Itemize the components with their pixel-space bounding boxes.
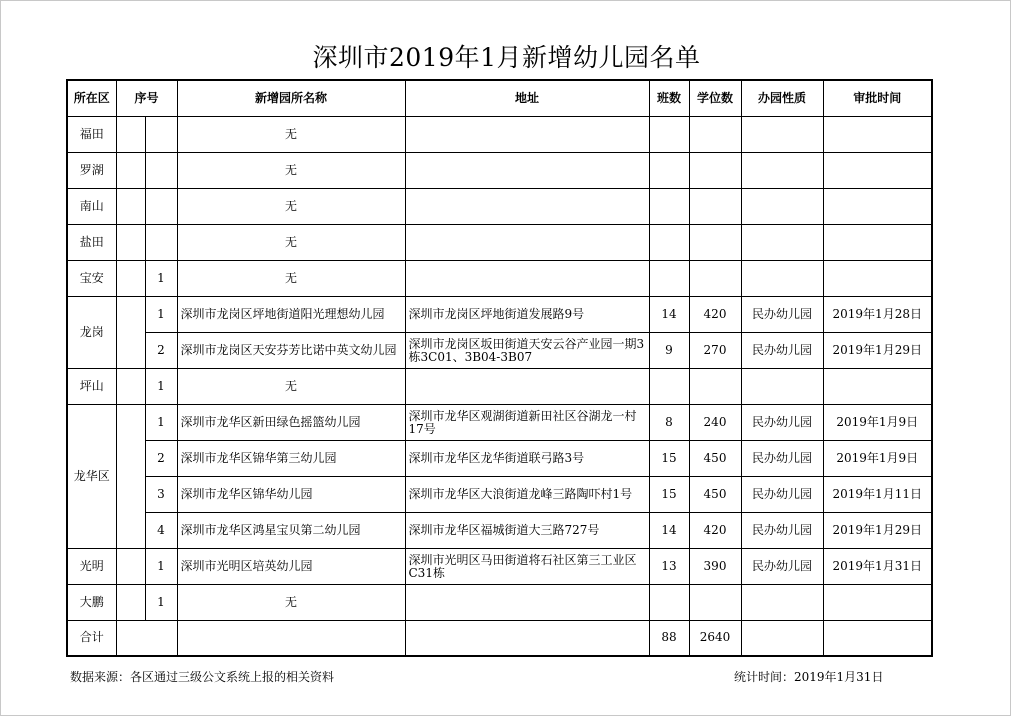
cell-address: 深圳市龙华区观湖街道新田社区谷湖龙一村17号 (405, 405, 649, 441)
cell-seats (689, 117, 741, 153)
cell-approval (823, 585, 932, 621)
cell-name: 深圳市龙华区新田绿色摇篮幼儿园 (177, 405, 405, 441)
cell-district: 大鹏 (67, 585, 116, 621)
cell-seq: 1 (145, 261, 177, 297)
cell-approval (823, 225, 932, 261)
cell-approval (823, 117, 932, 153)
cell-classes: 9 (649, 333, 689, 369)
cell-district: 南山 (67, 189, 116, 225)
cell-name: 深圳市龙华区鸿星宝贝第二幼儿园 (177, 513, 405, 549)
cell-approval (823, 261, 932, 297)
cell-seats (689, 261, 741, 297)
cell-blank (116, 549, 145, 585)
cell-name: 深圳市龙岗区天安芬芳比诺中英文幼儿园 (177, 333, 405, 369)
cell-approval: 2019年1月29日 (823, 513, 932, 549)
cell-approval: 2019年1月29日 (823, 333, 932, 369)
cell-address (405, 225, 649, 261)
cell-name: 无 (177, 225, 405, 261)
header-approval: 审批时间 (823, 80, 932, 117)
cell-name: 深圳市光明区培英幼儿园 (177, 549, 405, 585)
cell-blank (116, 117, 145, 153)
cell-approval (823, 189, 932, 225)
cell-address: 深圳市光明区马田街道将石社区第三工业区C31栋 (405, 549, 649, 585)
header-seats: 学位数 (689, 80, 741, 117)
cell-name: 深圳市龙华区锦华幼儿园 (177, 477, 405, 513)
table-row (67, 549, 932, 585)
cell-classes: 15 (649, 441, 689, 477)
table-row (67, 585, 932, 621)
total-seats: 2640 (689, 621, 741, 656)
cell-classes (649, 153, 689, 189)
table-row (67, 369, 932, 405)
cell-classes: 14 (649, 513, 689, 549)
cell-blank (116, 369, 145, 405)
cell-name: 深圳市龙华区锦华第三幼儿园 (177, 441, 405, 477)
cell-blank (116, 261, 145, 297)
cell-nature: 民办幼儿园 (741, 513, 823, 549)
cell-seq (145, 153, 177, 189)
table-row (67, 153, 932, 189)
cell-address (405, 153, 649, 189)
cell-district: 宝安 (67, 261, 116, 297)
table-row (67, 333, 932, 369)
cell-seq: 1 (145, 405, 177, 441)
cell-seats: 450 (689, 441, 741, 477)
data-source-note: 数据来源：各区通过三级公文系统上报的相关资料 (70, 670, 335, 684)
cell-approval (823, 369, 932, 405)
cell-seq: 2 (145, 441, 177, 477)
cell-classes: 13 (649, 549, 689, 585)
cell-address (405, 621, 649, 656)
cell-district: 福田 (67, 117, 116, 153)
cell-blank (116, 405, 145, 549)
cell-blank (116, 225, 145, 261)
cell-nature: 民办幼儿园 (741, 297, 823, 333)
cell-nature (741, 153, 823, 189)
cell-nature (741, 369, 823, 405)
table-row (67, 117, 932, 153)
cell-approval (823, 153, 932, 189)
cell-seq (145, 225, 177, 261)
cell-classes: 14 (649, 297, 689, 333)
cell-seq (145, 117, 177, 153)
cell-seats (689, 225, 741, 261)
cell-address (405, 117, 649, 153)
cell-nature: 民办幼儿园 (741, 333, 823, 369)
cell-nature (741, 225, 823, 261)
table-row (67, 441, 932, 477)
cell-nature (741, 117, 823, 153)
cell-seq: 2 (145, 333, 177, 369)
cell-nature: 民办幼儿园 (741, 549, 823, 585)
cell-district: 龙华区 (67, 405, 116, 549)
cell-approval: 2019年1月9日 (823, 441, 932, 477)
cell-seq (145, 189, 177, 225)
cell-blank (116, 153, 145, 189)
cell-classes (649, 585, 689, 621)
table-header-row (67, 80, 932, 117)
cell-address (405, 369, 649, 405)
cell-name (177, 621, 405, 656)
table-row (67, 261, 932, 297)
cell-approval: 2019年1月9日 (823, 405, 932, 441)
table-row (67, 405, 932, 441)
cell-name: 深圳市龙岗区坪地街道阳光理想幼儿园 (177, 297, 405, 333)
cell-seats: 450 (689, 477, 741, 513)
cell-blank (116, 297, 145, 369)
cell-seq: 1 (145, 549, 177, 585)
table-row (67, 297, 932, 333)
cell-address: 深圳市龙华区大浪街道龙峰三路陶吓村1号 (405, 477, 649, 513)
cell-nature (741, 585, 823, 621)
cell-classes (649, 117, 689, 153)
cell-approval: 2019年1月11日 (823, 477, 932, 513)
cell-nature: 民办幼儿园 (741, 441, 823, 477)
cell-classes (649, 369, 689, 405)
cell-seq: 3 (145, 477, 177, 513)
cell-seats (689, 153, 741, 189)
table-row (67, 225, 932, 261)
cell-name: 无 (177, 585, 405, 621)
cell-nature (741, 621, 823, 656)
table-row (67, 513, 932, 549)
cell-address: 深圳市龙华区龙华街道联弓路3号 (405, 441, 649, 477)
cell-nature (741, 189, 823, 225)
cell-seq: 1 (145, 369, 177, 405)
kindergarten-table (66, 79, 933, 657)
cell-seats: 420 (689, 297, 741, 333)
cell-name: 无 (177, 189, 405, 225)
cell-classes (649, 189, 689, 225)
header-address: 地址 (405, 80, 649, 117)
cell-district: 龙岗 (67, 297, 116, 369)
cell-seq: 1 (145, 585, 177, 621)
cell-seats (689, 189, 741, 225)
cell-address (405, 261, 649, 297)
page-title: 深圳市2019年1月新增幼儿园名单 (312, 43, 701, 72)
header-name: 新增园所名称 (177, 80, 405, 117)
cell-district: 坪山 (67, 369, 116, 405)
cell-nature (741, 261, 823, 297)
cell-classes (649, 225, 689, 261)
cell-approval: 2019年1月31日 (823, 549, 932, 585)
cell-name: 无 (177, 261, 405, 297)
cell-address: 深圳市龙岗区坪地街道发展路9号 (405, 297, 649, 333)
cell-approval: 2019年1月28日 (823, 297, 932, 333)
cell-name: 无 (177, 369, 405, 405)
cell-nature: 民办幼儿园 (741, 405, 823, 441)
header-seq: 序号 (116, 80, 177, 117)
cell-classes: 15 (649, 477, 689, 513)
stat-time-note: 统计时间：2019年1月31日 (734, 670, 884, 684)
cell-district: 罗湖 (67, 153, 116, 189)
header-district: 所在区 (67, 80, 116, 117)
cell-blank (116, 585, 145, 621)
cell-seq: 1 (145, 297, 177, 333)
cell-seats: 390 (689, 549, 741, 585)
cell-seats (689, 369, 741, 405)
cell-seq: 4 (145, 513, 177, 549)
cell-seats (689, 585, 741, 621)
cell-approval (823, 621, 932, 656)
header-classes: 班数 (649, 80, 689, 117)
total-classes: 88 (649, 621, 689, 656)
cell-classes: 8 (649, 405, 689, 441)
table-row (67, 189, 932, 225)
cell-district: 盐田 (67, 225, 116, 261)
cell-address: 深圳市龙华区福城街道大三路727号 (405, 513, 649, 549)
cell-seq (116, 621, 177, 656)
total-label: 合计 (67, 621, 116, 656)
total-row (67, 621, 932, 656)
cell-district: 光明 (67, 549, 116, 585)
cell-blank (116, 189, 145, 225)
cell-classes (649, 261, 689, 297)
cell-address (405, 585, 649, 621)
cell-seats: 270 (689, 333, 741, 369)
header-nature: 办园性质 (741, 80, 823, 117)
cell-name: 无 (177, 117, 405, 153)
cell-seats: 420 (689, 513, 741, 549)
cell-seats: 240 (689, 405, 741, 441)
table-row (67, 477, 932, 513)
cell-address (405, 189, 649, 225)
cell-name: 无 (177, 153, 405, 189)
cell-nature: 民办幼儿园 (741, 477, 823, 513)
cell-address: 深圳市龙岗区坂田街道天安云谷产业园一期3栋3C01、3B04-3B07 (405, 333, 649, 369)
